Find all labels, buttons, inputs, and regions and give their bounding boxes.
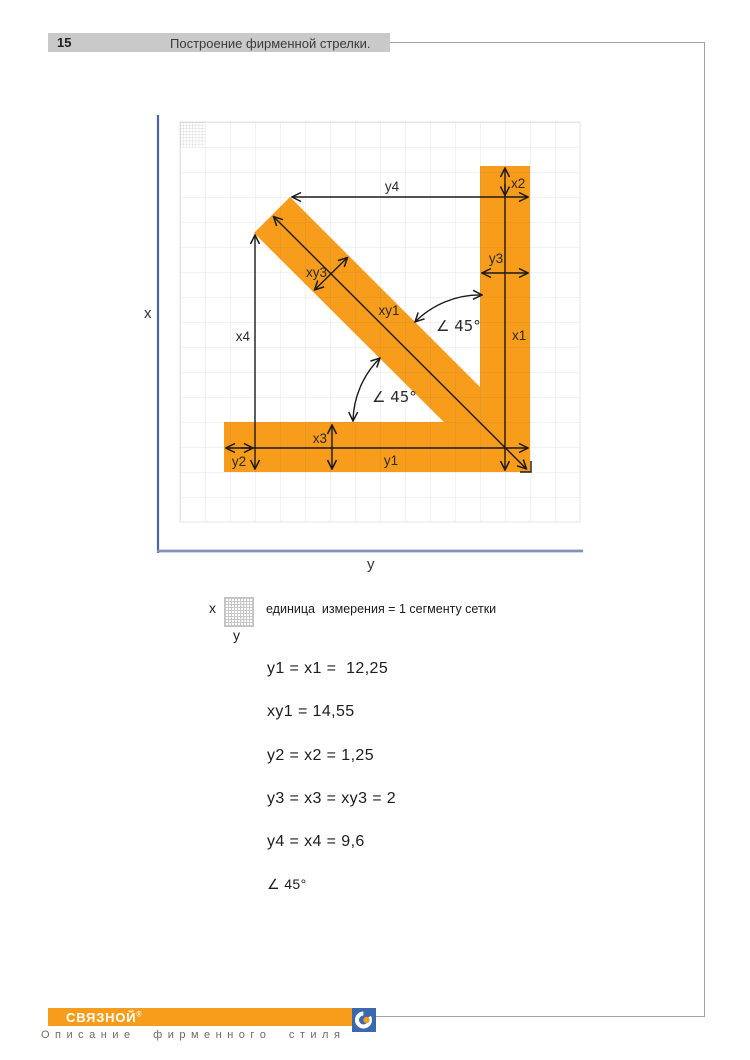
page-title: Построение фирменной стрелки. (170, 35, 371, 51)
formula-y3: y3 = x3 = xy3 = 2 (267, 789, 397, 807)
label-y3: y3 (488, 251, 504, 266)
legend-x-label: x (209, 600, 216, 616)
right-border-rule (704, 42, 705, 1017)
svyaznoy-logo-icon (352, 1008, 376, 1032)
arrow-construction-diagram (130, 100, 600, 580)
formula-y2: y2 = x2 = 1,25 (267, 746, 375, 764)
registered-mark: ® (136, 1011, 143, 1019)
formula-angle: ∠ 45° (267, 876, 307, 893)
brand-wordmark (66, 1010, 142, 1025)
label-y4: y4 (384, 179, 400, 194)
brand-name: СВЯЗНОЙ (66, 1010, 137, 1025)
header-rule (390, 42, 704, 43)
formula-y4: y4 = x4 = 9,6 (267, 833, 365, 851)
legend-y-label: y (233, 627, 240, 643)
page-number: 15 (57, 35, 72, 50)
footer-subtitle: Описание фирменного стиля (41, 1029, 346, 1041)
label-xy3: xy3 (305, 265, 327, 280)
unit-cell-hatch (180, 122, 205, 147)
footer-brand-bar (48, 1008, 375, 1026)
label-xy1: xy1 (378, 303, 400, 318)
label-x4: x4 (235, 329, 250, 344)
formula-xy1: xy1 = 14,55 (267, 703, 355, 721)
footer-rule (376, 1016, 704, 1017)
label-x1: x1 (512, 328, 527, 343)
label-angle-upper: ∠ 45° (436, 317, 481, 335)
label-x2: x2 (511, 176, 526, 191)
y-axis-label: y (367, 556, 375, 573)
label-y2: y2 (231, 454, 247, 469)
label-x3: x3 (312, 431, 327, 446)
label-y1: y1 (383, 453, 399, 468)
grid-swatch-icon (224, 597, 254, 627)
legend-text: единица измерения = 1 сегменту сетки (266, 602, 497, 616)
header-bar (48, 33, 390, 52)
formula-list (267, 660, 396, 920)
x-axis-label: x (144, 305, 152, 322)
formula-y1: y1 = x1 = 12,25 (267, 660, 389, 677)
label-angle-lower: ∠ 45° (372, 388, 417, 406)
